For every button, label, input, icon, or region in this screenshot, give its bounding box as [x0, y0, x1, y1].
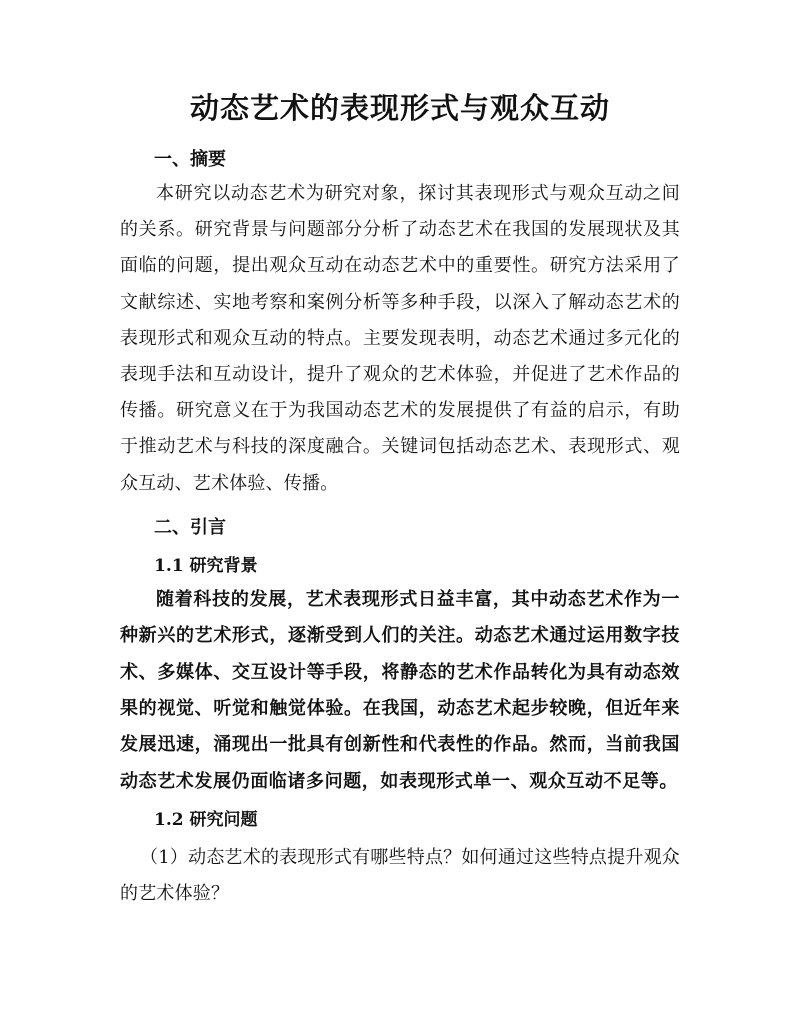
abstract-paragraph: 本研究以动态艺术为研究对象，探讨其表现形式与观众互动之间的关系。研究背景与问题部分分析了动态艺术在我国的发展现状及其面临的问题，提出观众互动在动态艺术中的重要性。研究方法采用了文献综述、实地考察和案例分析等多种手段，以深入了解动态艺术的表现形式和观众互动的特点。主要发现表明，动态艺术通过多元化的表现手法和互动设计，提升了观众的艺术体验，并促进了艺术作品的传播。研究意义在于为我国动态艺术的发展提供了有益的启示，有助于推动艺术与科技的深度融合。关键词包括动态艺术、表现形式、观众互动、艺术体验、传播。: [120, 183, 680, 494]
section-heading-abstract: 一、摘要: [154, 149, 226, 170]
subsection-heading-questions: 1.2 研究问题: [154, 810, 258, 831]
research-question-1: （1）动态艺术的表现形式有哪些特点？如何通过这些特点提升观众的艺术体验？: [120, 847, 680, 905]
subsection-heading-background: 1.1 研究背景: [154, 555, 258, 576]
section-heading-introduction: 二、引言: [154, 516, 226, 538]
document-title: 动态艺术的表现形式与观众互动: [189, 91, 610, 125]
background-paragraph: 随着科技的发展，艺术表现形式日益丰富，其中动态艺术作为一种新兴的艺术形式，逐渐受到人们的关注。动态艺术通过运用数字技术、多媒体、交互设计等手段，将静态的艺术作品转化为具有动态效果的视觉、听觉和触觉体验。在我国，动态艺术起步较晚，但近年来发展迅速，涌现出一批具有创新性和代表性的作品。然而，当前我国动态艺术发展仍面临诸多问题，如表现形式单一、观众互动不足等。: [120, 588, 680, 792]
